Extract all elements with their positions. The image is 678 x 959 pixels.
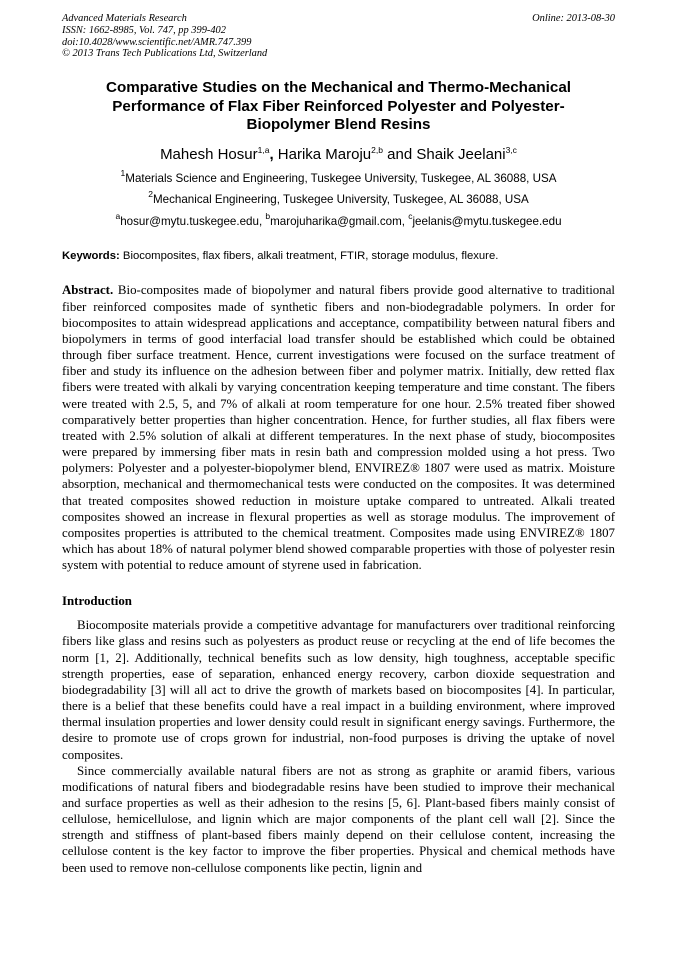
affiliation-mark: 1 [120,167,126,178]
paper-title: Comparative Studies on the Mechanical and Thermo-Mechanical Performance of Flax Fiber Reinforced Polyester and Polyester-Biopolymer Blend Resins [105,79,571,134]
copyright-line: © 2013 Trans Tech Publications Ltd, Switzerland [62,48,268,60]
author-separator: , [269,145,278,163]
email-mark: b [265,210,271,221]
affiliation-text: Materials Science and Engineering, Tuskegee University, Tuskegee, AL 36088, USA [125,171,557,185]
author-affiliation-mark: 3,c [505,144,517,155]
paper-page [62,13,615,876]
author-affiliation-mark: 2,b [371,144,383,155]
email-mark: c [408,210,413,221]
email-link[interactable]: marojuharika@gmail.com [270,214,402,228]
journal-name: Advanced Materials Research [62,13,187,24]
affiliation-mark: 2 [148,189,153,200]
abstract-label: Abstract. [62,283,114,298]
keywords-text: Biocomposites, flax fibers, alkali treatment, FTIR, storage modulus, flexure. [119,250,499,263]
paragraph: Biocomposite materials provide a competitive advantage for manufacturers over traditional reinforcing fibers like glass and resins such as polyesters as product reuse or recycling at the end of life becomes the norm [1, 2]. Additionally, technical benefits such as low density, high toughness, acceptable specific strength properties, ease of separation, enhanced energy recovery, carbon dioxide sequestration and biodegradability [3] will all act to drive the growth of markets based on biocomposites [4]. In particular, there is a belief that these benefits could have a real impact in a building environment, where improved thermal insulation properties and lower density could result in significant energy savings. Furthermore, the desire to promote use of crops grown for industrial, non-food purposes is driving the uptake of novel composites. [62,618,615,762]
online-date: Online: 2013-08-30 [532,13,615,24]
email-mark: a [115,210,121,221]
doi-line: doi:10.4028/www.scientific.net/AMR.747.399 [62,36,252,48]
section-heading-introduction: Introduction [62,594,132,609]
author-affiliation-mark: 1,a [257,144,270,155]
journal-header [62,13,615,60]
author-name: Harika Maroju [277,145,372,163]
affiliation-1 [62,168,615,190]
author-separator: and [382,145,417,163]
affiliation-text: Mechanical Engineering, Tuskegee University, Tuskegee, AL 36088, USA [153,193,529,207]
author-list [62,145,615,165]
email-separator: , [401,214,409,228]
abstract [62,282,615,573]
keywords [62,249,615,263]
email-link[interactable]: hosur@mytu.tuskegee.edu [120,214,259,228]
issn-line: ISSN: 1662-8985, Vol. 747, pp 399-402 [62,24,226,36]
author-name: Mahesh Hosur [160,145,258,163]
paragraph: Since commercially available natural fibers are not as strong as graphite or aramid fibers, various modifications of natural fibers and biodegradable resins have been studied to improve their mechanical and surface properties as well as their adhesion to the resins [5, 6]. Plant-based fibers mainly consist of cellulose, hemicellulose, and lignin which are major components of the plant cell wall [2]. Since the strength and stiffness of plant-based fibers mainly depend on their cellulose content, increasing the cellulose content is the key factor to improve the fiber properties. Physical and chemical methods have been used to remove non-cellulose components like pectin, lignin and [62,763,615,875]
email-link[interactable]: jeelanis@mytu.tuskegee.edu [412,214,562,228]
email-separator: , [258,214,266,228]
abstract-text: Bio-composites made of biopolymer and natural fibers provide good alternative to traditional fiber reinforced composites made of synthetic fibers and non-biodegradable polymers. In order for biocomposites to attain widespread applications and acceptance, compatibility between natural fibers and biopolymers in terms of good interfacial load transfer should be established which could be obtained through fiber surface treatment. Hence, current investigations were focused on the surface treatment of fiber and study its influence on the adhesion between fiber and polymer matrix. Initially, dew retted flax fibers were treated with alkali by varying concentration keeping temperature and time constant. The fibers were treated with 2.5, 5, and 7% of alkali at room temperature for one hour. 2.5% treated fiber showed comparatively better properties than higher concentration. Hence, for further studies, all flax fibers were treated with 2.5% solution of alkali at different temperatures. In the next phase of study, biocomposites were prepared by immersing fiber mats in resin bath and compression molded using a hot press. Two polymers: Polyester and a polyester-biopolymer blend, ENVIREZ® 1807 were used as matrix. Moisture absorption, mechanical and thermomechanical tests were conducted on the composites. It was determined that treated composites showed reduction in moisture uptake compared to untreated. Alkali treated composites showed an increase in flexural properties as well as storage modulus. The improvement of composites properties is attributed to the chemical treatment. Composites made using ENVIREZ® 1807 which has about 18% of natural polymer blend showed comparable properties with those of polyester resin system with potential to reduce amount of styrene used in fabrication. [62,283,615,573]
author-name: Shaik Jeelani [416,145,506,163]
keywords-label: Keywords: [62,250,120,263]
affiliation-2 [62,189,615,211]
introduction-body [62,617,615,876]
email-list [62,211,615,233]
